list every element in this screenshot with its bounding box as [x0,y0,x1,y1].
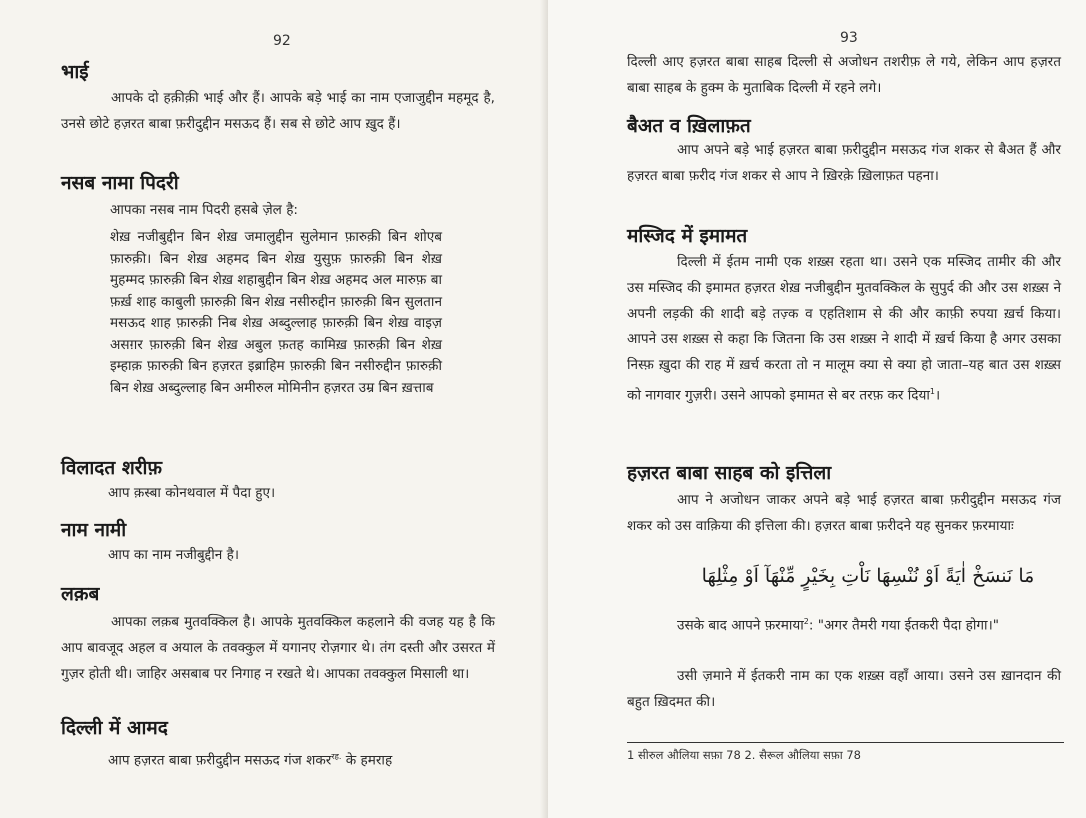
page-number: 92 [273,33,291,49]
arabic-verse: مَا نَنسَخْ اٰيَةً اَوْ نُنْسِهَا نَاْتِ بِخَيْرٍ مِّنْهَآ اَوْ مِثْلِهَا [701,565,1035,587]
paragraph-text: दिल्ली में ईतम नामी एक शख़्स रहता था। उसने एक मस्जिद तामीर की और उस मस्जिद की इमामत हज़रत शेख़ नजीबुद्दीन मुतवक्किल के सुपुर्द की और उस शख़्स ने अपनी लड़की की शादी बड़े तज़्क व एहतिशाम से की और काफ़ी रुपया ख़र्च किया। आपने उस शख़्स से कहा कि जितना कि उस शख़्स ने शादी में ख़र्च किया है अगर उसका निस्फ़ ख़ुदा की राह में ख़र्च करता तो न मालूम क्या से क्या हो जाता–यह बात उस शख़्स को नागवार गुज़री। उसने आपको इमामत से बर तरफ़ कर दिया [627,254,1061,404]
footnote: 1 सीरुल औलिया सफ़ा 78 2. सैरूल औलिया सफ़ा 78 [627,748,862,762]
right-page [548,0,1086,818]
page-number: 93 [840,30,858,46]
paragraph-text: आप हज़रत बाबा फ़रीदुद्दीन मसऊद गंज शकर [108,752,332,769]
section-heading: नाम नामी [61,519,127,541]
paragraph [627,250,1061,409]
section-heading: हज़रत बाबा साहब को इत्तिला [627,462,832,484]
paragraph-text: उसके बाद आपने फ़रमाया [677,617,804,634]
section-heading: विलादत शरीफ़ [61,457,163,479]
section-heading: दिल्ली में आमद [61,717,168,739]
section-heading: नसब नामा पिदरी [61,172,179,194]
paragraph-text: । [935,387,941,404]
paragraph: आपका लक़ब मुतवक्किल है। आपके मुतवक्किल कहलाने की वजह यह है कि आप बावजूद अहल व अयाल के तवक्कुल में यगानए रोज़गार थे। तंग दस्ती और उसरत में गुज़र होती थी। जाहिर असबाब पर निगाह न रखते थे। आपका तवक्कुल मिसाली था। [61,614,495,682]
paragraph-text: के हमराह [345,752,393,769]
section-heading: बैअत व ख़िलाफ़त [627,115,751,137]
lineage-paragraph: शेख़ नजीबुद्दीन बिन शेख़ जमालुद्दीन सुलेमान फ़ारुक़ी बिन शोएब फ़ारुक़ी। बिन शेख़ अहमद बिन शेख़ युसुफ़ फ़ारुक़ी बिन शेख़ मुहम्मद फ़ारुक़ी बिन शेख़ शहाबुद्दीन बिन शेख़ अहमद अल मारुफ़ बा फ़र्ख़ शाह काबुली फ़ारुक़ी बिन शेख़ नसीरुद्दीन फ़ारुक़ी बिन सुलतान मसऊद शाह फ़ारुक़ी निब शेख़ अब्दुल्लाह फ़ारुक़ी बिन शेख़ वाइज़ असग़र फ़ारुक़ी बिन शेख़ अबुल फ़तह कामिख़ फ़ारुक़ी बिन शेख़ इम्हाक़ फ़ारुक़ी बिन हज़रत इब्राहिम फ़ारुक़ी बिन नसीरुद्दीन फ़ारुक़ी बिन शेख़ अब्दुल्लाह बिन अमीरुल मोमिनीन हज़रत उम्र बिन ख़त्ताब [110,229,442,396]
footnote-marker: 1 [929,386,935,396]
paragraph: आप अपने बड़े भाई हज़रत बाबा फ़रीदुद्दीन मसऊद गंज शकर से बैअत हैं और हज़रत बाबा फ़रीद गंज शकर से आप ने ख़िरक़े ख़िलाफ़त पहना। [627,142,1061,184]
paragraph [627,609,1061,639]
paragraph: आप का नाम नजीबुद्दीन है। [108,547,239,563]
honorific-superscript: रह. [331,752,342,761]
paragraph: दिल्ली आए हज़रत बाबा साहब दिल्ली से अजोधन तशरीफ़ ले गये, लेकिन आप हज़रत बाबा साहब के हुक्म के मुताबिक दिल्ली में रहने लगे। [627,54,1061,96]
paragraph: उसी ज़माने में ईतकरी नाम का एक शख़्स वहाँ आया। उसने उस ख़ानदान की बहुत ख़िदमत की। [627,668,1061,710]
paragraph-text: : "अगर तैमरी गया ईतकरी पैदा होगा।" [808,617,999,634]
paragraph: आपका नसब नाम पिदरी हसबे ज़ेल है: [110,202,299,218]
section-heading: मस्जिद में इमामत [627,225,748,247]
paragraph: आप ने अजोधन जाकर अपने बड़े भाई हज़रत बाबा फ़रीदुद्दीन मसऊद गंज शकर को उस वाक़िया की इत्तिला की। हज़रत बाबा फ़रीदने यह सुनकर फ़रमायाः [627,492,1061,534]
section-heading: भाई [61,61,89,83]
footnote-divider [627,742,1064,743]
paragraph: आप क़स्बा कोनथवाल में पैदा हुए। [108,485,276,501]
paragraph: आपके दो हक़ीक़ी भाई और हैं। आपके बड़े भाई का नाम एजाजुद्दीन महमूद है, उनसे छोटे हज़रत बाबा फ़रीदुद्दीन मसऊद हैं। सब से छोटे आप ख़ुद हैं। [61,90,495,132]
section-heading: लक़ब [61,583,100,605]
footnote-marker: 2 [803,617,809,626]
paragraph [108,744,503,774]
